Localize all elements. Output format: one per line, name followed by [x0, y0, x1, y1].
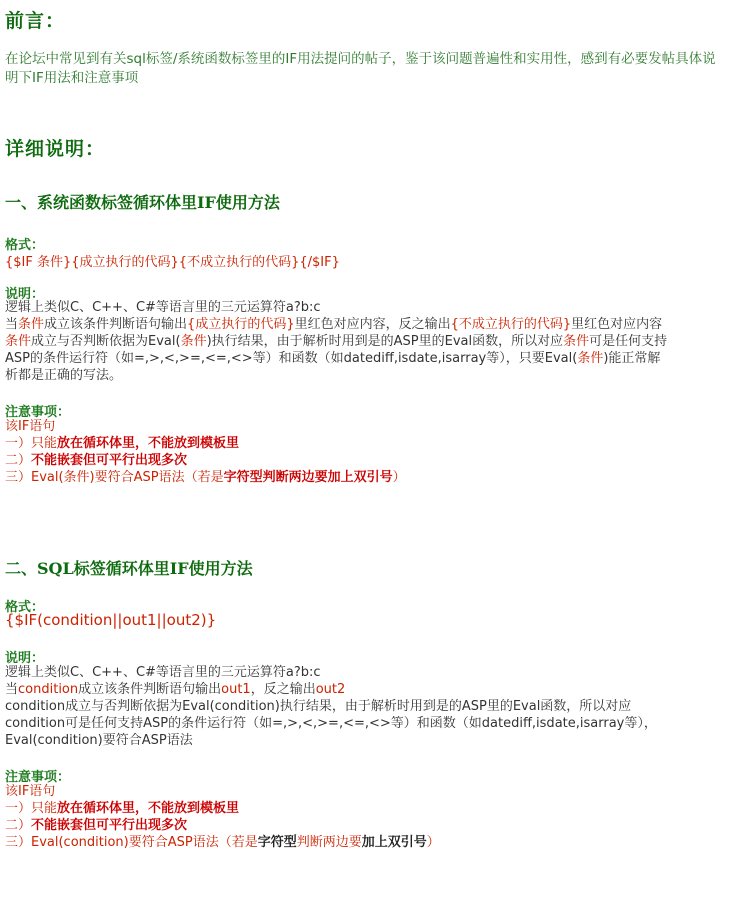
s2-n1-a: 一）只能 [5, 801, 58, 816]
s1-n1-b: 放在循环体里，不能放到模板里 [57, 436, 240, 451]
s1-l2-c: 成立该条件判断语句输出 [44, 317, 188, 332]
section2-explain-line4: condition可是任何支持ASP的条件运行符（如=,>,<,>=,<=,<>等）和函数（如datediff,isdate,isarray等）， [5, 716, 657, 731]
section2-notes-label: 注意事项： [5, 770, 71, 785]
s1-l3-e: 条件 [563, 334, 590, 349]
detail-title: 详细说明： [5, 138, 106, 160]
section2-explain-line2 [5, 681, 345, 698]
section1-notes-intro: 该IF语句 [5, 419, 56, 434]
s2-n2-a: 二） [5, 818, 32, 833]
s1-l3-f: 可是任何支持 [589, 334, 668, 349]
section2-note-2 [5, 817, 187, 834]
s1-n3-c: ） [392, 470, 406, 485]
section2-note-1 [5, 800, 239, 817]
section1-explain-line5: 析都是正确的写法。 [5, 368, 123, 383]
s1-l2-g: 里红色对应内容 [571, 317, 663, 332]
section1-explain-line2 [5, 316, 662, 333]
s1-n3-b: 字符型判断两边要加上双引号 [223, 470, 393, 485]
s2-n3-b: 字符型 [257, 835, 297, 850]
section1-explain-label: 说明： [5, 287, 45, 302]
section2-explain-line1: 逻辑上类似C、C++、C#等语言里的三元运算符a?b:c [5, 665, 321, 680]
section2-notes-intro: 该IF语句 [5, 784, 56, 799]
section1-format-label: 格式： [5, 238, 45, 253]
preface-title: 前言： [5, 10, 66, 32]
s1-n2-b: 不能嵌套但可平行出现多次 [31, 453, 188, 468]
section2-title: 二、SQL标签循环体里IF使用方法 [5, 559, 253, 578]
s1-l2-f: {不成立执行的代码} [450, 317, 572, 332]
section1-explain-line4 [5, 350, 660, 367]
s1-l4-c: )能正常解 [603, 351, 661, 366]
s1-l3-b: 成立与否判断依据为Eval( [31, 334, 181, 349]
section1-note-1 [5, 435, 239, 452]
s1-n2-a: 二） [5, 453, 32, 468]
section2-format: {$IF(condition||out1||out2)} [5, 611, 217, 629]
section2-explain-label: 说明： [5, 651, 45, 666]
section1-note-3 [5, 469, 406, 486]
section1-title: 一、系统函数标签循环体里IF使用方法 [5, 193, 280, 212]
s2-l2-c: 成立该条件判断语句输出 [78, 682, 222, 697]
section1-explain-line1: 逻辑上类似C、C++、C#等语言里的三元运算符a?b:c [5, 300, 321, 315]
s1-l2-a: 当 [5, 317, 19, 332]
s1-l4: ASP的条件运行符（如=,>,<,>=,<=,<>等）和函数（如datediff,isdate,isarray等），只要Eval( [5, 351, 578, 366]
s1-n3-a: 三）Eval(条件)要符合ASP语法（若是 [5, 470, 224, 485]
s2-l2-b: condition [18, 682, 79, 697]
s1-l3-c: 条件 [180, 334, 207, 349]
section1-note-2 [5, 452, 187, 469]
s1-l4-b: 条件 [577, 351, 604, 366]
s2-n3-c: 判断两边要 [296, 835, 362, 850]
section1-notes-label: 注意事项： [5, 405, 71, 420]
s2-l2-d: out1 [221, 682, 251, 697]
s1-l2-b: 条件 [18, 317, 45, 332]
preface-text: 在论坛中常见到有关sql标签/系统函数标签里的IF用法提问的帖子，鉴于该问题普遍性和实用性，感到有必要发帖具体说明下IF用法和注意事项 [5, 51, 716, 86]
s2-l2-f: out2 [315, 682, 346, 697]
s2-n2-b: 不能嵌套但可平行出现多次 [31, 818, 188, 833]
section1-explain-line3 [5, 333, 667, 350]
s2-l2-a: 当 [5, 682, 19, 697]
s2-l2-e: ，反之输出 [250, 682, 316, 697]
section2-format-label: 格式： [5, 600, 45, 615]
s1-l2-e: 里红色对应内容，反之输出 [294, 317, 451, 332]
section2-note-3 [5, 834, 440, 851]
s1-l3-d: )执行结果，由于解析时用到是的ASP里的Eval函数，所以对应 [206, 334, 564, 349]
s2-n3-a: 三）Eval(condition)要符合ASP语法（若是 [5, 835, 258, 850]
s1-l2-d: {成立执行的代码} [187, 317, 295, 332]
s2-n3-e: ） [426, 835, 440, 850]
s1-l3-a: 条件 [5, 334, 32, 349]
s2-n3-d: 加上双引号 [361, 835, 427, 850]
section1-format: {$IF 条件}{成立执行的代码}{不成立执行的代码}{/$IF} [5, 255, 340, 270]
s1-n1-a: 一）只能 [5, 436, 58, 451]
section2-explain-line5: Eval(condition)要符合ASP语法 [5, 733, 193, 748]
section2-explain-line3: condition成立与否判断依据为Eval(condition)执行结果，由于解析时用到是的ASP里的Eval函数，所以对应 [5, 699, 632, 714]
s2-n1-b: 放在循环体里，不能放到模板里 [57, 801, 240, 816]
